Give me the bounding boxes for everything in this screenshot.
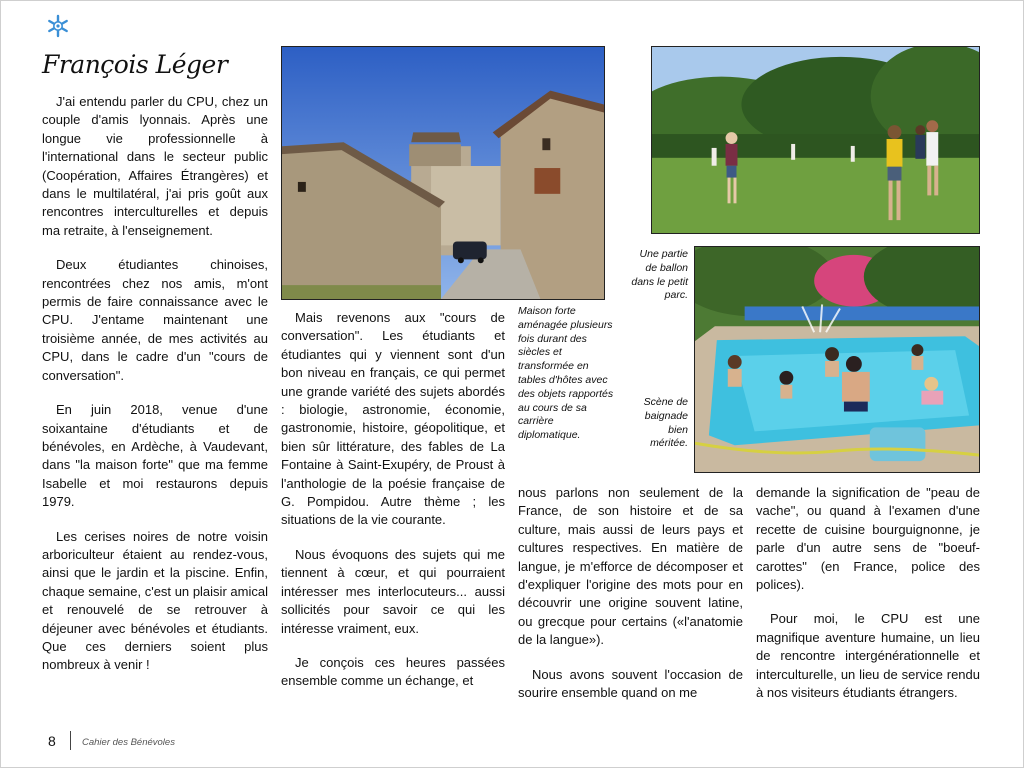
photo-swimming-pool — [694, 246, 980, 473]
paragraph: Nous évoquons des sujets qui me tiennent à cœur, et qui pourraient intéresser mes interlocuteurs... aussi sollicités pour savoir ce qui les intéresse vraiment, eux. — [281, 546, 505, 636]
photo-caption-house: Maison forte aménagée plusieurs fois durant des siècles et transformée en tables d'hôtes avec des objets rapportés au cours de sa carrière diplomatique. — [518, 305, 614, 442]
article-column-3 — [518, 484, 743, 718]
publication-name: Cahier des Bénévoles — [82, 737, 175, 748]
paragraph: Mais revenons aux "cours de conversation". Les étudiants et étudiantes qui y viennent sont d'un bon niveau en français, ce qui permet une grande variété des sujets abordés : biologie, astronomie, économie, gastronomie, histoire, géopolitique, et bien sûr littérature, des fables de La Fontaine à Saint-Exupéry, de Proust à l'anthologie de la poésie française de G. Pompidou. Autre thème ; les situations de la vie courante. — [281, 310, 505, 528]
page-number: 8 — [48, 733, 56, 749]
page-title: François Léger — [42, 50, 228, 79]
article-column-1 — [42, 93, 268, 691]
photo-caption-pool: Scène de baignade bien méritée. — [643, 396, 688, 450]
paragraph: J'ai entendu parler du CPU, chez un couple d'amis lyonnais. Après une longue vie professionnelle à l'international dans le secteur public (Coopération, Affaires Étrangères) et dans le multilatéral, j'ai pris goût aux rencontres interculturelles et depuis ma retraite, à l'enseignement. — [42, 94, 268, 238]
paragraph: Les cerises noires de notre voisin arboriculteur étaient au rendez-vous, ainsi que le jardin et la piscine. Enfin, chaque semaine, c'est un plaisir amical et renouvelé de se retrouver à déjeuner avec bénévoles et étudiants. Que ces derniers soient plus nombreux à venir ! — [42, 528, 268, 673]
paragraph: demande la signification de "peau de vache", ou quand à l'examen d'une recette de cuisine bourguignonne, je parle d'un autre sens de "boeuf-carottes" (en France, police des polices). — [756, 485, 980, 593]
paragraph: nous parlons non seulement de la France, de son histoire et de sa culture, mais aussi de leurs pays et cultures respectives. En matière de langue, je m'efforce de décomposer et d'expliquer l'origine des mots pour en découvrir une origine souvent latine, ou grecque pour certains («l'anatomie de la langue»). — [518, 485, 743, 648]
article-column-2 — [281, 309, 505, 707]
paragraph: Nous avons souvent l'occasion de sourire ensemble quand on me — [518, 666, 743, 701]
photo-caption-ball: Une partie de ballon dans le petit parc. — [631, 248, 688, 302]
paragraph: En juin 2018, venue d'une soixantaine d'étudiants et de bénévoles, en Ardèche, à Vaudevant, dans "la maison forte" que ma femme Isabelle et moi restaurons depuis 1979. — [42, 402, 268, 510]
footer-divider — [70, 731, 71, 750]
article-column-4 — [756, 484, 980, 718]
photo-stone-house — [281, 46, 605, 300]
snowflake-logo-icon — [46, 14, 70, 38]
paragraph: Deux étudiantes chinoises, rencontrées chez nos amis, m'ont permis de faire connaissance avec le CPU. J'entame maintenant une troisième année, de mes activités au CPU, dans le cadre d'un "cours de conversation". — [42, 257, 268, 383]
paragraph: Je conçois ces heures passées ensemble comme un échange, et — [281, 654, 505, 689]
photo-ball-game — [651, 46, 980, 234]
paragraph: Pour moi, le CPU est une magnifique aventure humaine, un lieu de rencontre intergénérationnelle et interculturelle, un lieu de service rendu à nos visiteurs étudiants étrangers. — [756, 611, 980, 701]
